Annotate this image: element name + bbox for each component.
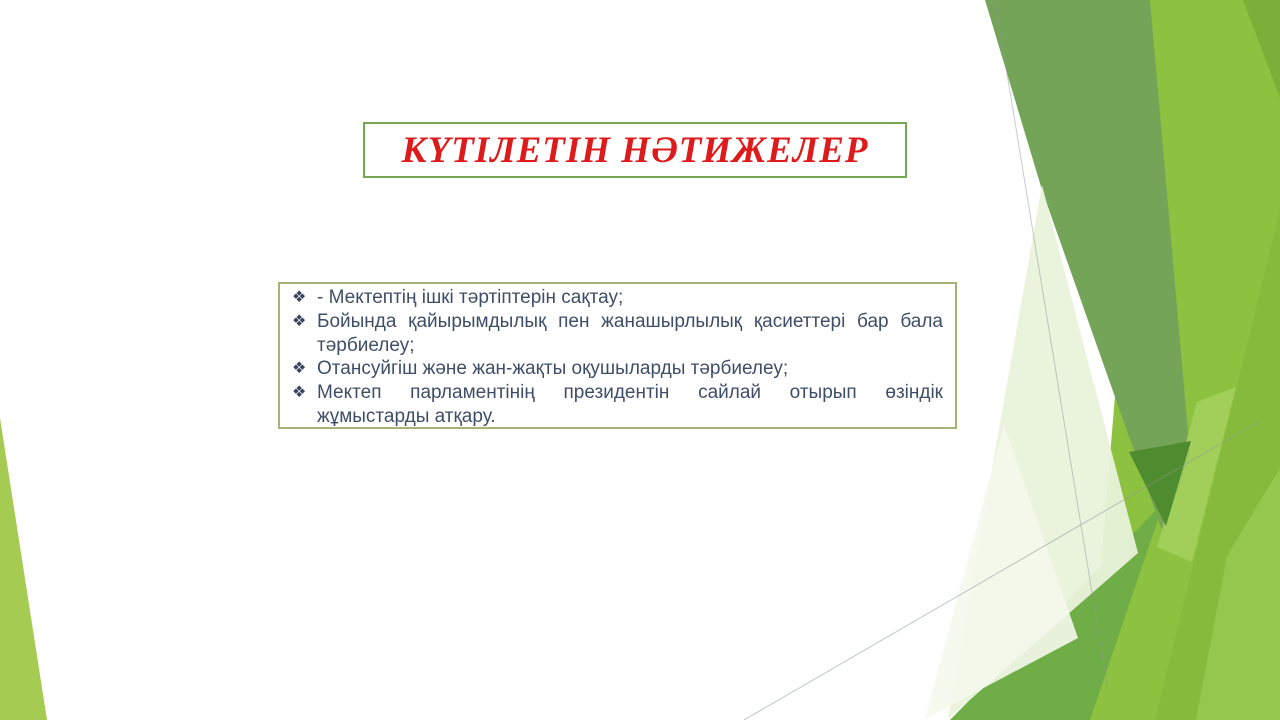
bullet-text: Мектеп парламентінің президентін сайлай отырып өзіндік жұмыстарды атқару. [317,382,943,427]
diamond-bullet-icon: ❖ [292,384,307,402]
slide-title: КҮТІЛЕТІН НӘТИЖЕЛЕР [401,129,869,171]
bullet-text: Бойында қайырымдылық пен жанашырлылық қасиеттері бар бала тәрбиелеу; [317,310,943,356]
diamond-bullet-icon: ❖ [292,312,307,330]
list-item [280,381,955,429]
list-item [280,357,955,381]
bullet-list [280,286,955,429]
content-box [278,282,957,429]
bottom-left-wedge [0,418,47,720]
title-box [363,122,907,178]
diamond-bullet-icon: ❖ [292,289,307,306]
list-item [280,286,955,310]
bullet-text: Отансуйгіш және жан-жақты оқушыларды тәрбиелеу; [317,358,789,380]
diamond-bullet-icon: ❖ [292,360,307,378]
list-item [280,310,955,358]
bullet-text: - Мектептің ішкі тәртіптерін сақтау; [317,287,624,308]
